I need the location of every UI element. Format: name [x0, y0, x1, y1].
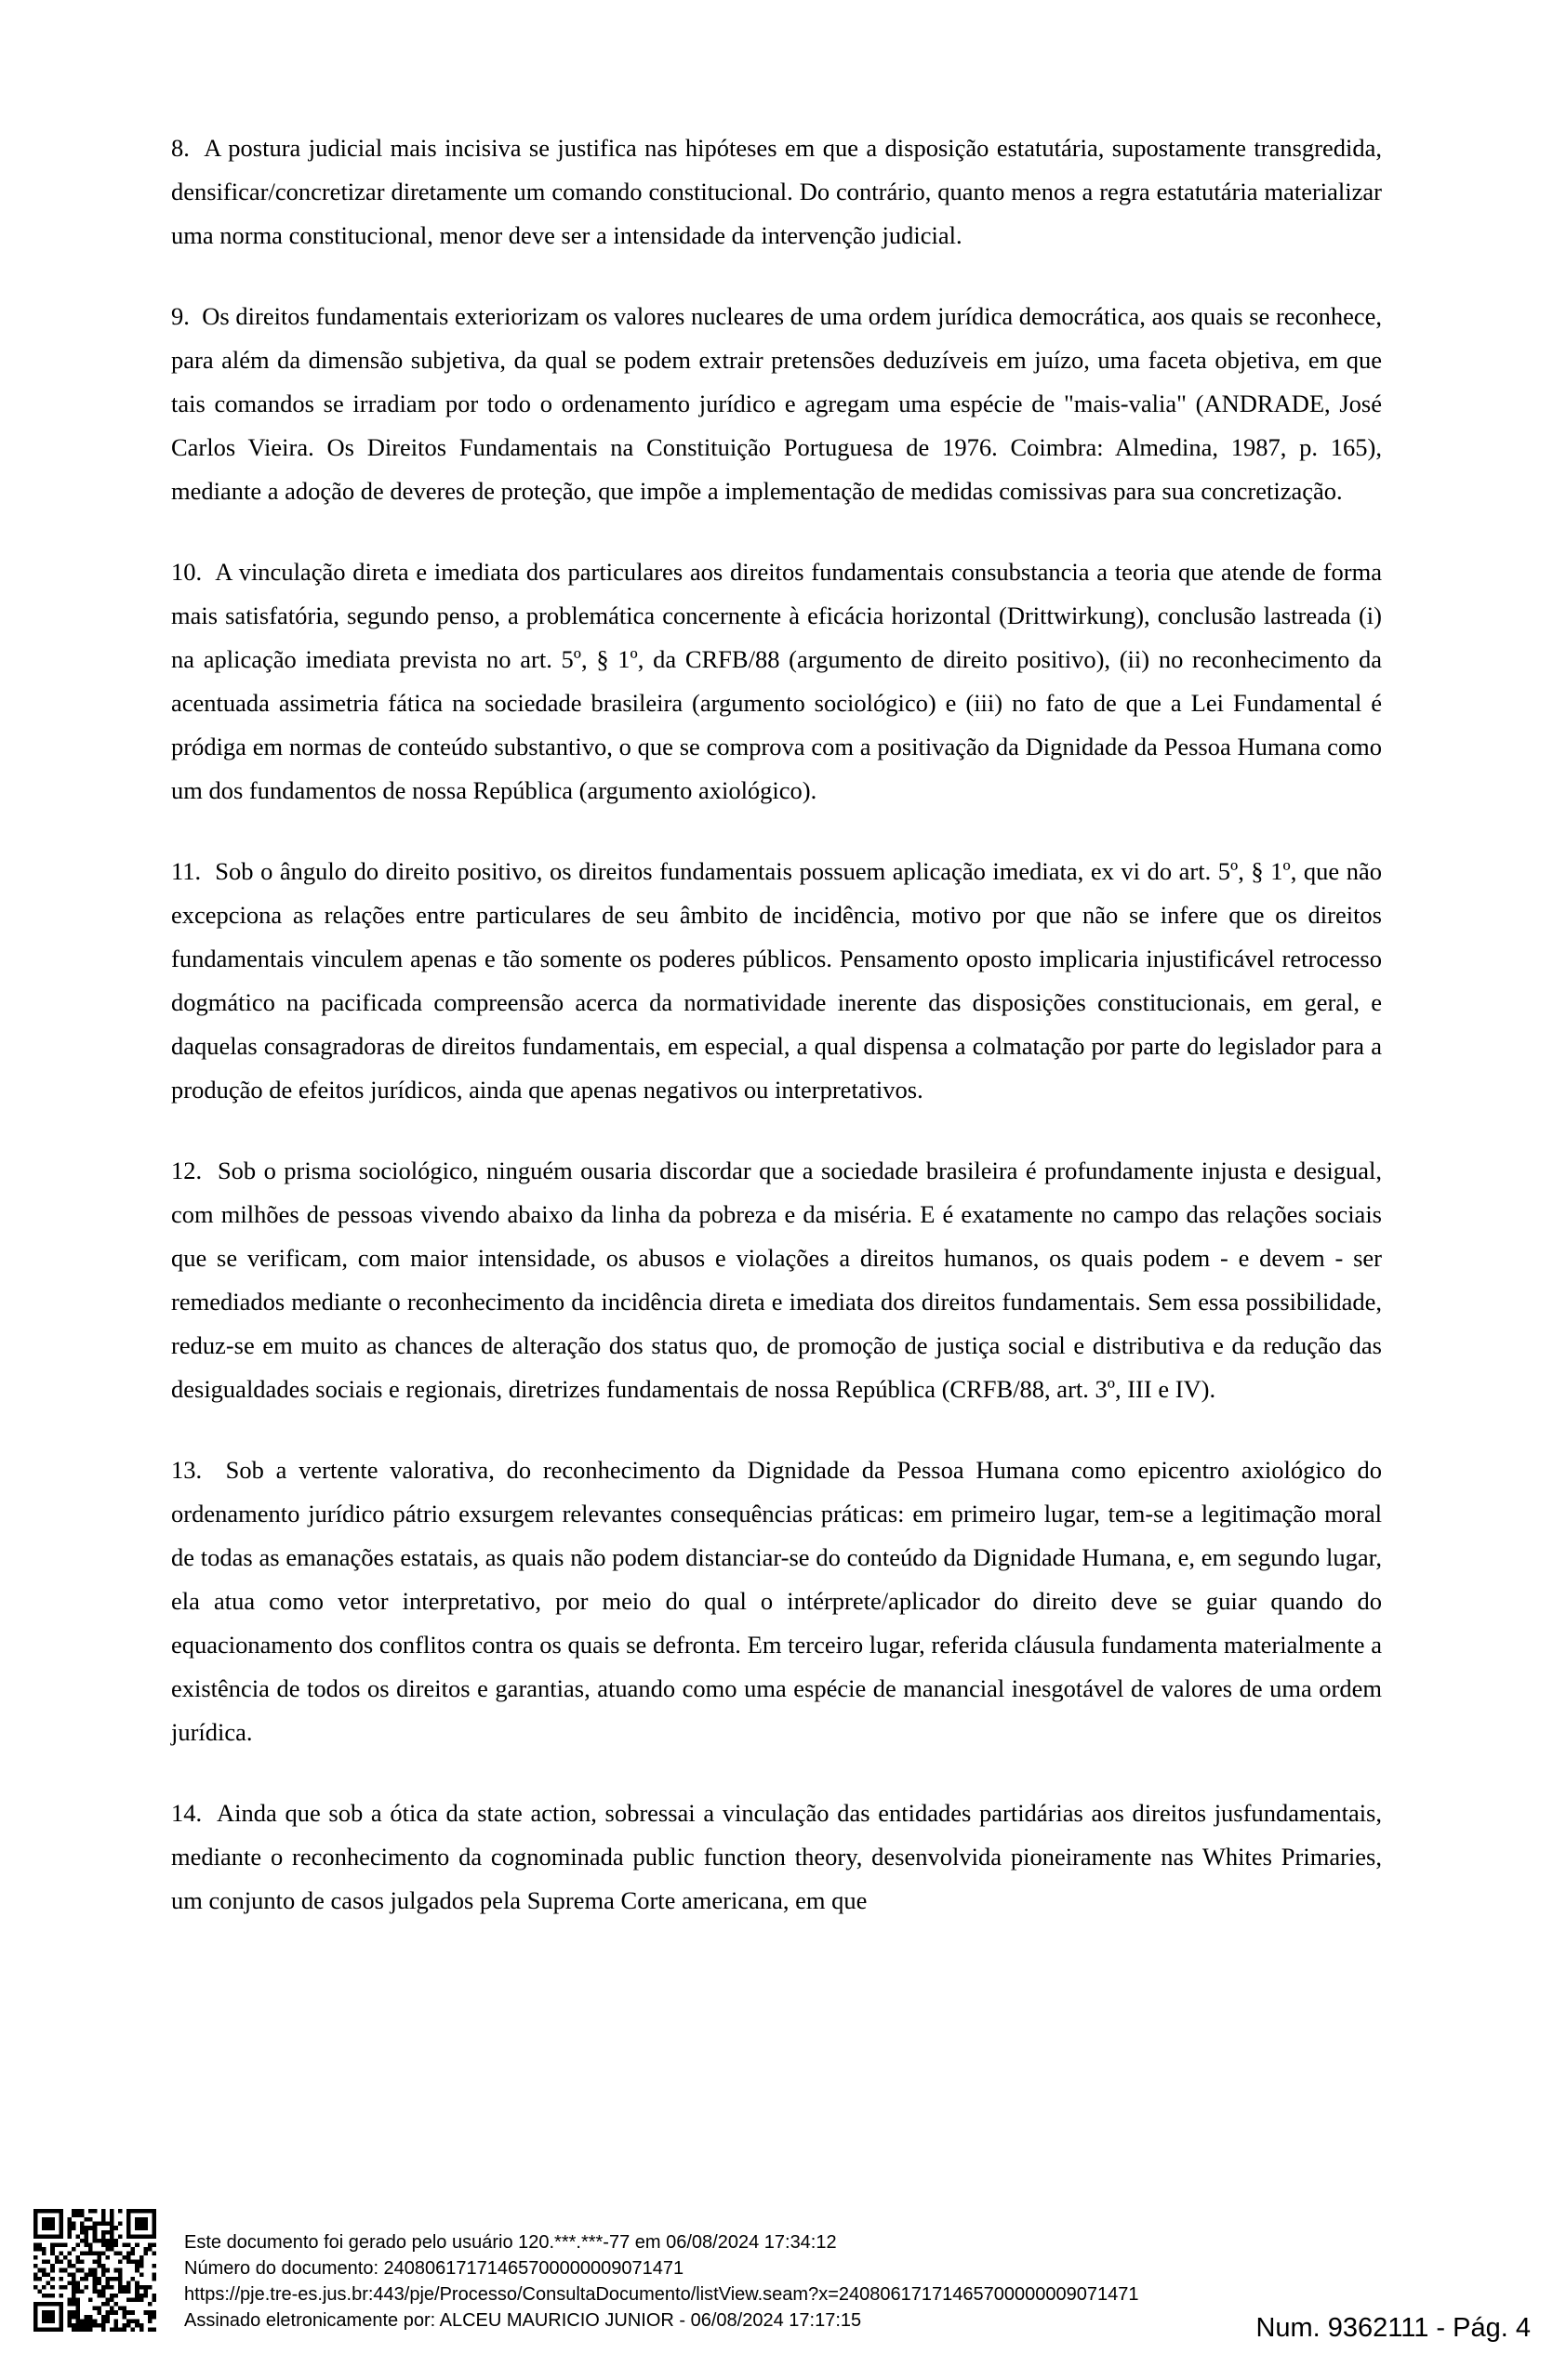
- paragraph-14: 14. Ainda que sob a ótica da state action, sobressai a vinculação das entidades partidárias aos direitos jusfundamentais, mediante o reconhecimento da cognominada public function theory, desenvolvida pioneiramente nas Whites Primaries, um conjunto de casos julgados pela Suprema Corte americana, em que: [171, 1799, 1382, 1914]
- footer-document-number-line: Número do documento: 24080617171465700000009071471: [184, 2258, 684, 2279]
- document-body: [171, 126, 1382, 1923]
- footer-document-url: https://pje.tre-es.jus.br:443/pje/Processo/ConsultaDocumento/listView.seam?x=24080617171465700000009071471: [184, 2284, 1139, 2305]
- paragraph-11: 11. Sob o ângulo do direito positivo, os direitos fundamentais possuem aplicação imediata, ex vi do art. 5º, § 1º, que não excepciona as relações entre particulares de seu âmbito de incidência, motivo por que não se infere que os direitos fundamentais vinculem apenas e tão somente os poderes públicos. Pensamento oposto implicaria injustificável retrocesso dogmático na pacificada compreensão acerca da normatividade inerente das disposições constitucionais, em geral, e daquelas consagradoras de direitos fundamentais, em especial, a qual dispensa a colmatação por parte do legislador para a produção de efeitos jurídicos, ainda que apenas negativos ou interpretativos.: [171, 857, 1382, 1104]
- footer-metadata: [184, 2229, 1138, 2334]
- qr-code-icon: [33, 2209, 156, 2332]
- footer-generated-line: Este documento foi gerado pelo usuário 120.***.***-77 em 06/08/2024 17:34:12: [184, 2232, 837, 2253]
- document-footer: [0, 2194, 1553, 2380]
- page-number-label: Num. 9362111 - Pág. 4: [1255, 2313, 1531, 2343]
- footer-signature-line: Assinado eletronicamente por: ALCEU MAURICIO JUNIOR - 06/08/2024 17:17:15: [184, 2310, 862, 2331]
- paragraph-10: 10. A vinculação direta e imediata dos particulares aos direitos fundamentais consubstancia a teoria que atende de forma mais satisfatória, segundo penso, a problemática concernente à eficácia horizontal (Drittwirkung), conclusão lastreada (i) na aplicação imediata prevista no art. 5º, § 1º, da CRFB/88 (argumento de direito positivo), (ii) no reconhecimento da acentuada assimetria fática na sociedade brasileira (argumento sociológico) e (iii) no fato de que a Lei Fundamental é pródiga em normas de conteúdo substantivo, o que se comprova com a positivação da Dignidade da Pessoa Humana como um dos fundamentos de nossa República (argumento axiológico).: [171, 558, 1382, 804]
- paragraph-8: 8. A postura judicial mais incisiva se justifica nas hipóteses em que a disposição estatutária, supostamente transgredida, densificar/concretizar diretamente um comando constitucional. Do contrário, quanto menos a regra estatutária materializar uma norma constitucional, menor deve ser a intensidade da intervenção judicial.: [171, 134, 1382, 249]
- paragraph-9: 9. Os direitos fundamentais exteriorizam os valores nucleares de uma ordem jurídica democrática, aos quais se reconhece, para além da dimensão subjetiva, da qual se podem extrair pretensões deduzíveis em juízo, uma faceta objetiva, em que tais comandos se irradiam por todo o ordenamento jurídico e agregam uma espécie de "mais-valia" (ANDRADE, José Carlos Vieira. Os Direitos Fundamentais na Constituição Portuguesa de 1976. Coimbra: Almedina, 1987, p. 165), mediante a adoção de deveres de proteção, que impõe a implementação de medidas comissivas para sua concretização.: [171, 302, 1382, 505]
- paragraph-12: 12. Sob o prisma sociológico, ninguém ousaria discordar que a sociedade brasileira é profundamente injusta e desigual, com milhões de pessoas vivendo abaixo da linha da pobreza e da miséria. E é exatamente no campo das relações sociais que se verificam, com maior intensidade, os abusos e violações a direitos humanos, os quais podem - e devem - ser remediados mediante o reconhecimento da incidência direta e imediata dos direitos fundamentais. Sem essa possibilidade, reduz-se em muito as chances de alteração dos status quo, de promoção de justiça social e distributiva e da redução das desigualdades sociais e regionais, diretrizes fundamentais de nossa República (CRFB/88, art. 3º, III e IV).: [171, 1157, 1382, 1403]
- paragraph-13: 13. Sob a vertente valorativa, do reconhecimento da Dignidade da Pessoa Humana como epicentro axiológico do ordenamento jurídico pátrio exsurgem relevantes consequências práticas: em primeiro lugar, tem-se a legitimação moral de todas as emanações estatais, as quais não podem distanciar-se do conteúdo da Dignidade Humana, e, em segundo lugar, ela atua como vetor interpretativo, por meio do qual o intérprete/aplicador do direito deve se guiar quando do equacionamento dos conflitos contra os quais se defronta. Em terceiro lugar, referida cláusula fundamenta materialmente a existência de todos os direitos e garantias, atuando como uma espécie de manancial inesgotável de valores de uma ordem jurídica.: [171, 1456, 1382, 1746]
